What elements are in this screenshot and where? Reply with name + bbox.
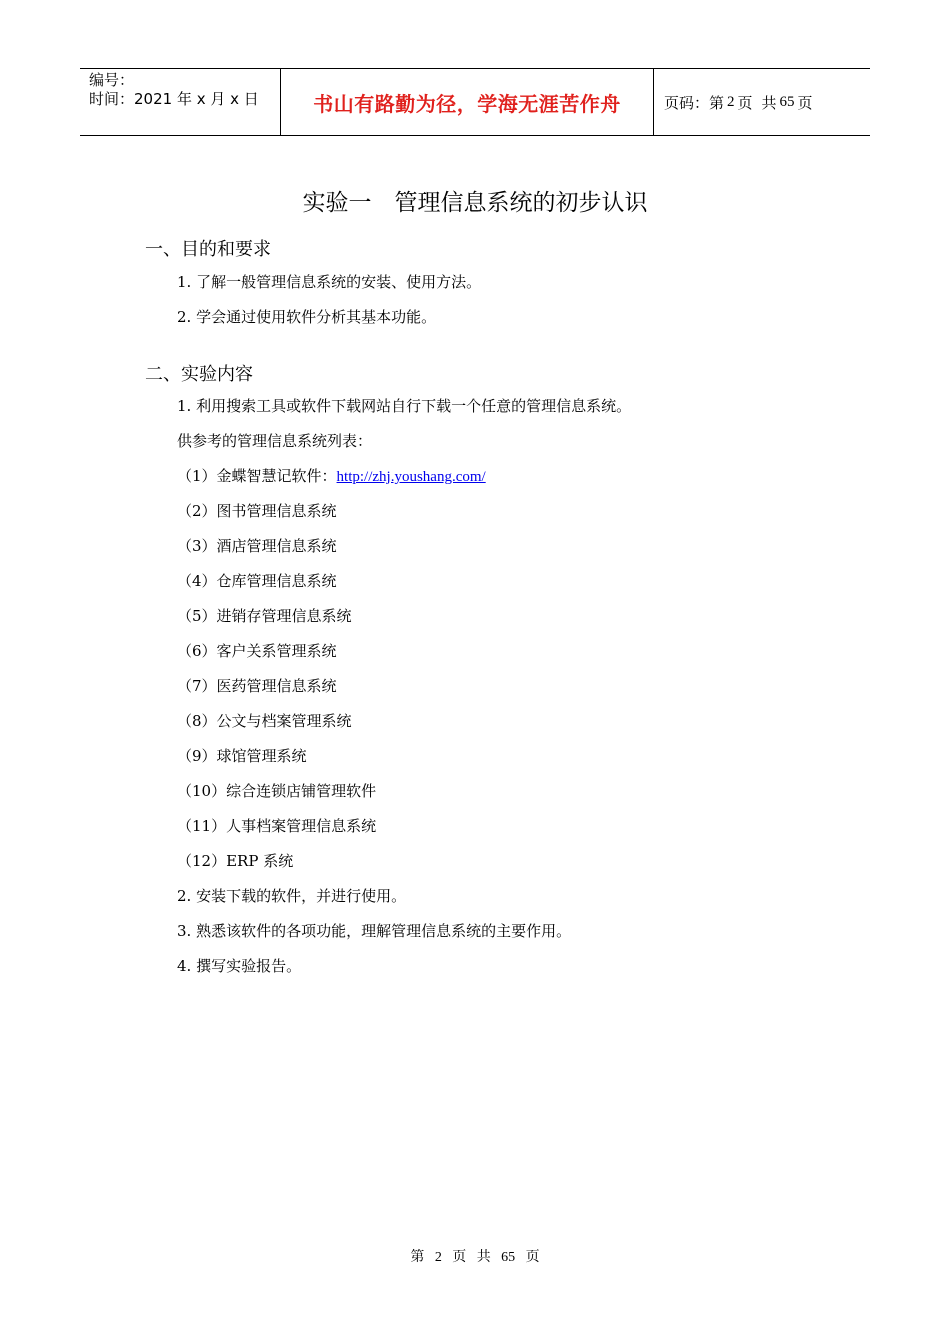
document-title: 实验一 管理信息系统的初步认识 xyxy=(302,190,648,216)
system-list-item: （6）客户关系管理系统 xyxy=(177,642,337,660)
time-label: 时间：2021 年 x 月 x 日 xyxy=(89,90,259,108)
section-heading-content: 二、实验内容 xyxy=(145,364,253,385)
software-link[interactable]: http://zhj.youshang.com/ xyxy=(336,469,486,485)
goal-item: 2. 学会通过使用软件分析其基本功能。 xyxy=(177,308,437,326)
footer-ye: 页 xyxy=(452,1249,467,1265)
page-header xyxy=(80,68,870,136)
header-motto-cell xyxy=(281,69,654,135)
motto: 书山有路勤为径，学海无涯苦作舟 xyxy=(313,91,621,116)
system-list-item: （8）公文与档案管理系统 xyxy=(177,712,352,730)
page-prefix: 页码：第 xyxy=(664,93,725,112)
page-current: 2 xyxy=(727,93,735,110)
section-heading-goals: 一、目的和要求 xyxy=(145,239,271,260)
system-list-item: （4）仓库管理信息系统 xyxy=(177,572,337,590)
footer-gong: 共 xyxy=(476,1249,491,1265)
step-item: 2. 安装下载的软件，并进行使用。 xyxy=(177,887,407,905)
page-total: 65 xyxy=(779,93,795,110)
content-intro: 1. 利用搜索工具或软件下载网站自行下载一个任意的管理信息系统。 xyxy=(177,397,632,415)
system-list-item: （9）球馆管理系统 xyxy=(177,747,307,765)
page-mid: 页 xyxy=(737,93,753,112)
system-list-item: （10）综合连锁店铺管理软件 xyxy=(177,782,377,800)
page-total-prefix: 共 xyxy=(761,93,777,112)
header-meta xyxy=(80,69,281,135)
step-item: 3. 熟悉该软件的各项功能，理解管理信息系统的主要作用。 xyxy=(177,922,572,940)
list-caption: 供参考的管理信息系统列表： xyxy=(177,432,373,450)
system-list-item: （2）图书管理信息系统 xyxy=(177,502,337,520)
system-list-item: （11）人事档案管理信息系统 xyxy=(177,817,377,835)
system-list-item: （3）酒店管理信息系统 xyxy=(177,537,337,555)
footer-di: 第 xyxy=(410,1249,425,1265)
page-suffix: 页 xyxy=(797,93,813,112)
footer-ye2: 页 xyxy=(525,1249,540,1265)
system-list-item: （5）进销存管理信息系统 xyxy=(177,607,352,625)
header-page-info xyxy=(654,69,870,135)
footer-page: 2 xyxy=(434,1250,442,1265)
system-list-item: （7）医药管理信息系统 xyxy=(177,677,337,695)
step-item: 4. 撰写实验报告。 xyxy=(177,957,302,975)
goal-item: 1. 了解一般管理信息系统的安装、使用方法。 xyxy=(177,273,482,291)
system-item-text: （1）金蝶智慧记软件： xyxy=(177,467,337,485)
page-footer xyxy=(0,1246,950,1266)
system-list-item xyxy=(177,465,486,486)
system-list-item: （12）ERP 系统 xyxy=(177,852,294,870)
footer-total: 65 xyxy=(501,1250,516,1265)
serial-label: 编号： xyxy=(89,71,135,89)
